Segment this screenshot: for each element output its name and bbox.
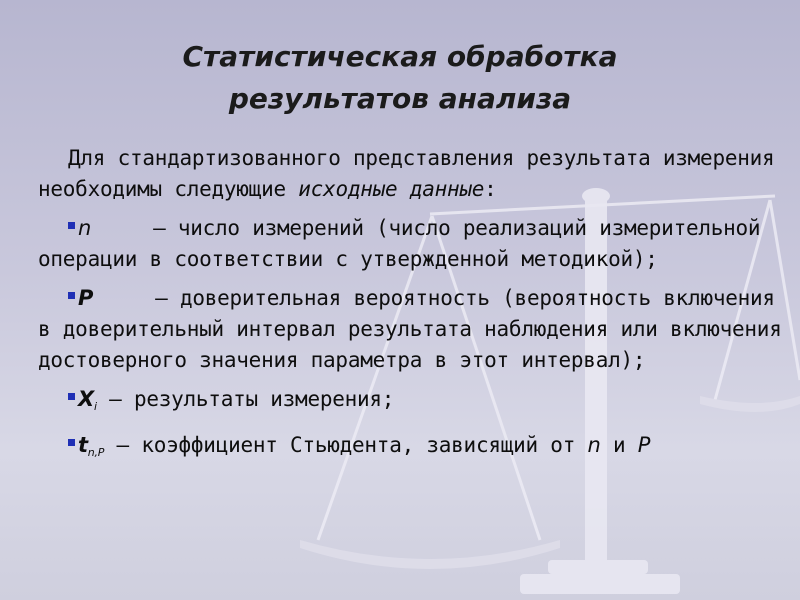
intro-italic-text: исходные данные: [298, 177, 485, 201]
square-bullet-icon: [68, 439, 75, 446]
list-item-p: [38, 283, 798, 376]
slide-body: [38, 143, 798, 476]
symbol-p-inline: P: [637, 433, 651, 457]
list-item-x: [38, 384, 798, 422]
item-text: – коэффициент Стьюдента, зависящий от: [104, 433, 588, 457]
square-bullet-icon: [68, 292, 75, 299]
symbol-n-inline: n: [587, 433, 601, 457]
list-item-t: [38, 430, 798, 468]
intro-text: Для стандартизованного представления результата измерения необходимы следующие: [38, 146, 775, 201]
item-text: – доверительная вероятность (вероятность включения в доверительный интервал результата наблюдения или включения достоверного значения параметра в этот интервал);: [38, 286, 782, 372]
symbol-t-subscript: n,P: [87, 446, 105, 459]
square-bullet-icon: [68, 393, 75, 400]
intro-paragraph: [38, 143, 798, 205]
symbol-n: n: [78, 216, 92, 240]
list-item-n: [38, 213, 798, 275]
title-line-2: результатов анализа: [228, 82, 572, 115]
item-text: – число измерений (число реализаций измерительной операции в соответствии с утвержденной методикой);: [38, 216, 761, 271]
symbol-t: t: [78, 433, 88, 457]
item-text: – результаты измерения;: [96, 387, 395, 411]
title-line-1: Статистическая обработка: [182, 40, 618, 73]
item-text-and: и: [600, 433, 638, 457]
intro-colon: :: [484, 177, 497, 201]
slide-title: [0, 36, 800, 120]
symbol-x: X: [78, 387, 94, 411]
square-bullet-icon: [68, 222, 75, 229]
symbol-x-subscript: i: [93, 400, 97, 413]
symbol-p: P: [78, 286, 94, 310]
